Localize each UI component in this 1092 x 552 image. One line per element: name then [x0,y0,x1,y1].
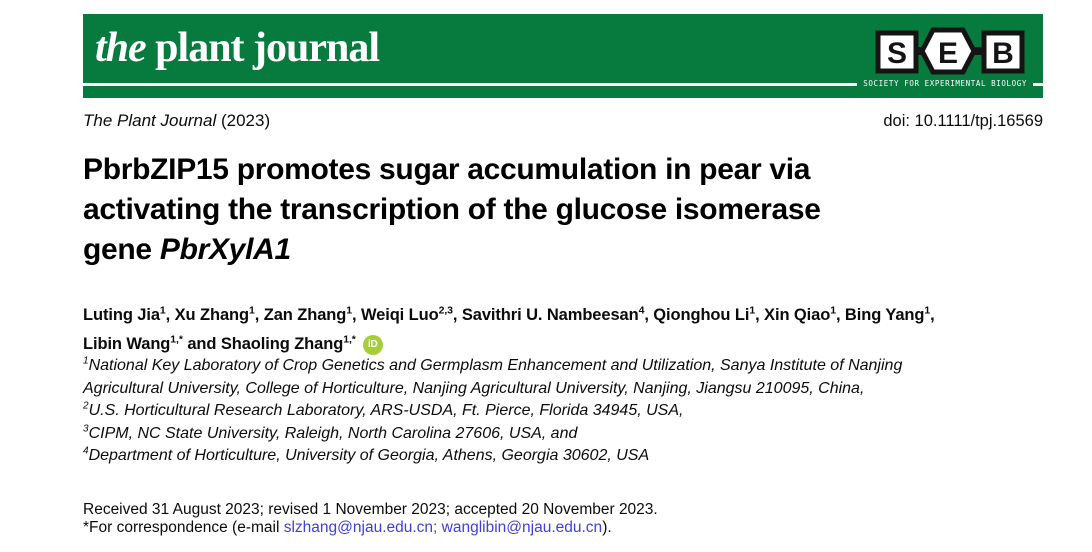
author-list [83,301,935,359]
received-dates: Received 31 August 2023; revised 1 November 2023; accepted 20 November 2023. [83,501,658,518]
seb-tagline: SOCIETY FOR EXPERIMENTAL BIOLOGY [857,77,1033,90]
journal-citation-year: (2023) [216,111,271,130]
text-line [83,355,902,378]
correspondence-note [83,518,612,537]
text-segment: , Qionghou Li [644,306,750,324]
text-segment: , Bing Yang [835,306,925,324]
doi-text: doi: 10.1111/tpj.16569 [883,112,1043,130]
text-segment: 1 [83,355,89,367]
text-segment: 1 [924,304,931,317]
text-segment: gene [83,233,160,266]
text-segment: 2,3 [438,304,453,317]
seb-logo [875,27,1025,75]
text-line [83,190,821,230]
text-segment: 4 [83,445,89,457]
email-link[interactable]: wanglibin@njau.edu.cn [441,519,603,536]
seb-letter-s: S [886,37,908,70]
journal-banner [83,14,1043,98]
text-segment: ). [602,519,612,536]
orcid-label: iD [367,339,378,350]
text-segment: Libin Wang [83,335,171,353]
text-segment: , Zan Zhang [254,306,347,324]
orcid-icon[interactable] [363,335,383,355]
text-line [83,378,902,401]
text-segment: Luting Jia [83,306,160,324]
journal-logo-the: the [95,25,146,71]
text-segment: 1 [749,304,756,317]
text-line [83,423,902,446]
text-segment: Department of Horticulture, University of Georgia, Athens, Georgia 30602, USA [88,447,650,464]
text-segment: CIPM, NC State University, Raleigh, North Carolina 27606, USA, and [88,424,578,442]
journal-logo-title [95,20,379,76]
seb-letter-b: B [992,37,1014,70]
meta-row [83,111,1043,131]
text-line [83,150,821,190]
text-segment: , Xin Qiao [755,306,831,324]
text-segment: U.S. Horticultural Research Laboratory, ARS-USDA, Ft. Pierce, Florida 34945, USA, [88,402,684,419]
authors-line-1 [83,301,935,330]
seb-letter-e: E [937,37,959,70]
text-segment: Agricultural University, College of Horticulture, Nanjing Agricultural University, Nanjing, Jiangsu 210095, China, [83,379,865,397]
text-segment: activating the transcription of the glucose isomerase [83,193,821,226]
text-segment: , Xu Zhang [165,306,250,324]
text-segment: , Savithri U. Nambeesan [452,306,639,324]
text-segment: PbrbZIP15 promotes sugar accumulation in pear via [83,153,811,186]
text-segment: National Key Laboratory of Crop Genetics and Germplasm Enhancement and Utilization, Sanya Institute of Nanjing [88,357,903,374]
affiliations [83,355,902,468]
text-line [83,445,902,468]
text-segment: 3 [83,423,89,435]
text-segment: 1 [249,304,255,317]
text-segment: *For correspondence (e-mail [83,519,284,536]
text-segment: 1 [159,304,166,317]
text-segment: 1 [346,304,352,317]
text-segment: 1 [830,304,836,317]
text-segment: and Shaoling Zhang [182,335,344,353]
text-segment: 4 [638,304,645,317]
text-segment: , [930,306,935,324]
text-segment: 1,* [170,333,183,346]
journal-citation [83,111,270,131]
text-segment: , Weiqi Luo [352,306,439,324]
text-segment: PbrXylA1 [159,233,291,266]
article-title [83,150,821,270]
text-segment: 2 [83,400,89,412]
text-line [83,400,902,423]
email-link[interactable]: slzhang@njau.edu.cn; [283,519,438,536]
text-segment: 1,* [343,333,356,346]
journal-citation-name: The Plant Journal [83,111,217,130]
journal-logo-rest: plant journal [145,25,380,71]
text-line [83,230,821,270]
